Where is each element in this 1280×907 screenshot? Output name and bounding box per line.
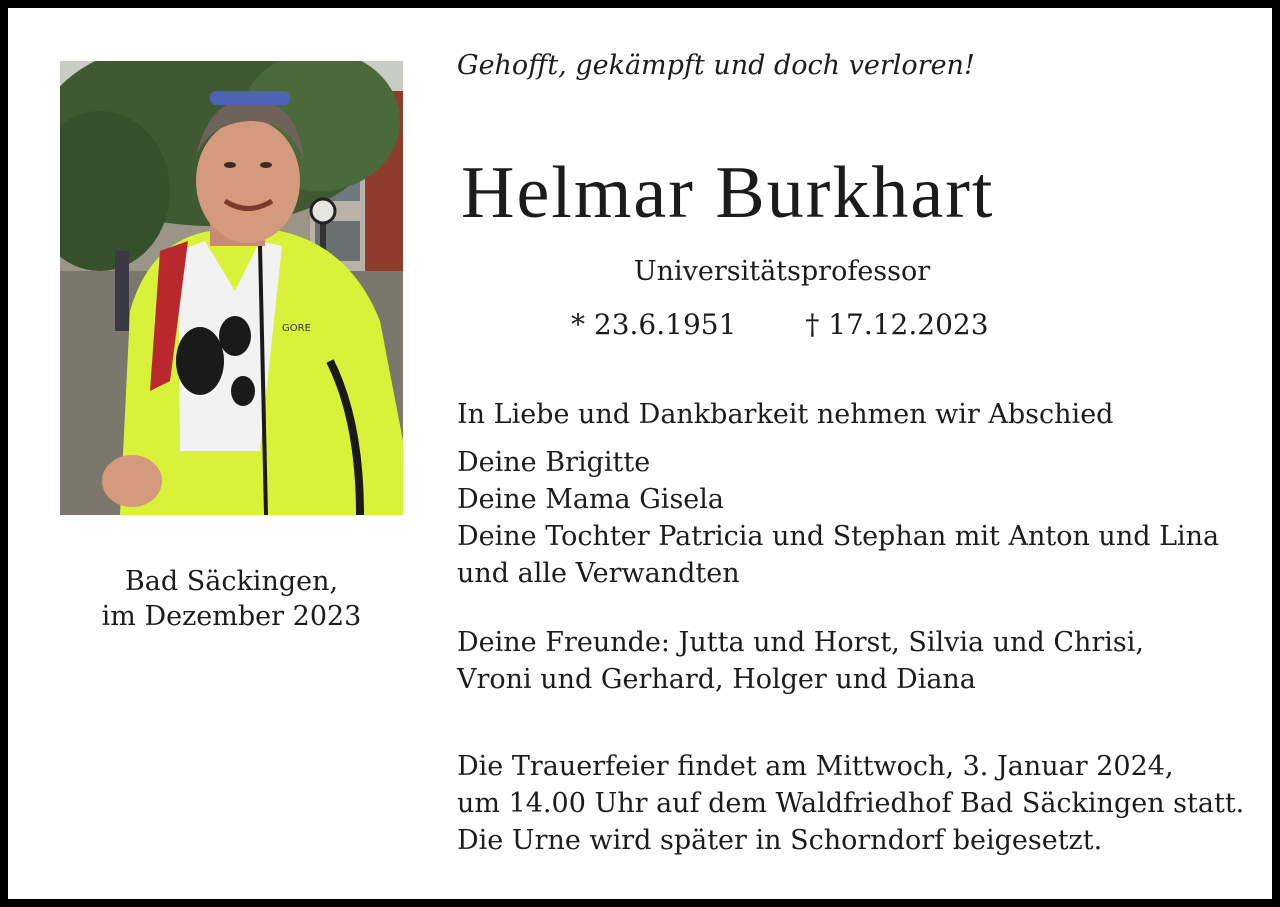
friends-list bbox=[457, 624, 1144, 698]
birth-date: * 23.6.1951 bbox=[571, 308, 737, 341]
family-line: Deine Mama Gisela bbox=[457, 484, 725, 515]
deceased-name: Helmar Burkhart bbox=[461, 152, 995, 234]
family-line: Deine Brigitte bbox=[457, 447, 651, 478]
place-and-date bbox=[60, 564, 403, 634]
jacket-logo-text: GORE bbox=[282, 323, 311, 334]
friends-line: Deine Freunde: Jutta und Horst, Silvia und Chrisi, bbox=[457, 627, 1145, 658]
motto: Gehofft, gekämpft und doch verloren! bbox=[457, 50, 975, 81]
death-date: † 17.12.2023 bbox=[805, 308, 989, 341]
service-line: um 14.00 Uhr auf dem Waldfriedhof Bad Säckingen statt. bbox=[457, 788, 1245, 819]
place-line: Bad Säckingen, bbox=[124, 566, 339, 597]
portrait-photo bbox=[60, 61, 403, 515]
family-line: Deine Tochter Patricia und Stephan mit Anton und Lina bbox=[457, 521, 1220, 552]
service-line: Die Trauerfeier findet am Mittwoch, 3. Januar 2024, bbox=[457, 751, 1174, 782]
farewell-intro: In Liebe und Dankbarkeit nehmen wir Abschied bbox=[457, 399, 1114, 430]
obituary-card bbox=[8, 8, 1272, 899]
date-line: im Dezember 2023 bbox=[101, 601, 362, 632]
profession-title: Universitätsprofessor bbox=[633, 256, 931, 287]
life-dates bbox=[571, 308, 1049, 341]
family-list bbox=[457, 444, 1219, 592]
friends-line: Vroni und Gerhard, Holger und Diana bbox=[457, 664, 976, 695]
service-line: Die Urne wird später in Schorndorf beigesetzt. bbox=[457, 825, 1103, 856]
family-line: und alle Verwandten bbox=[457, 558, 740, 589]
service-info bbox=[457, 748, 1244, 859]
